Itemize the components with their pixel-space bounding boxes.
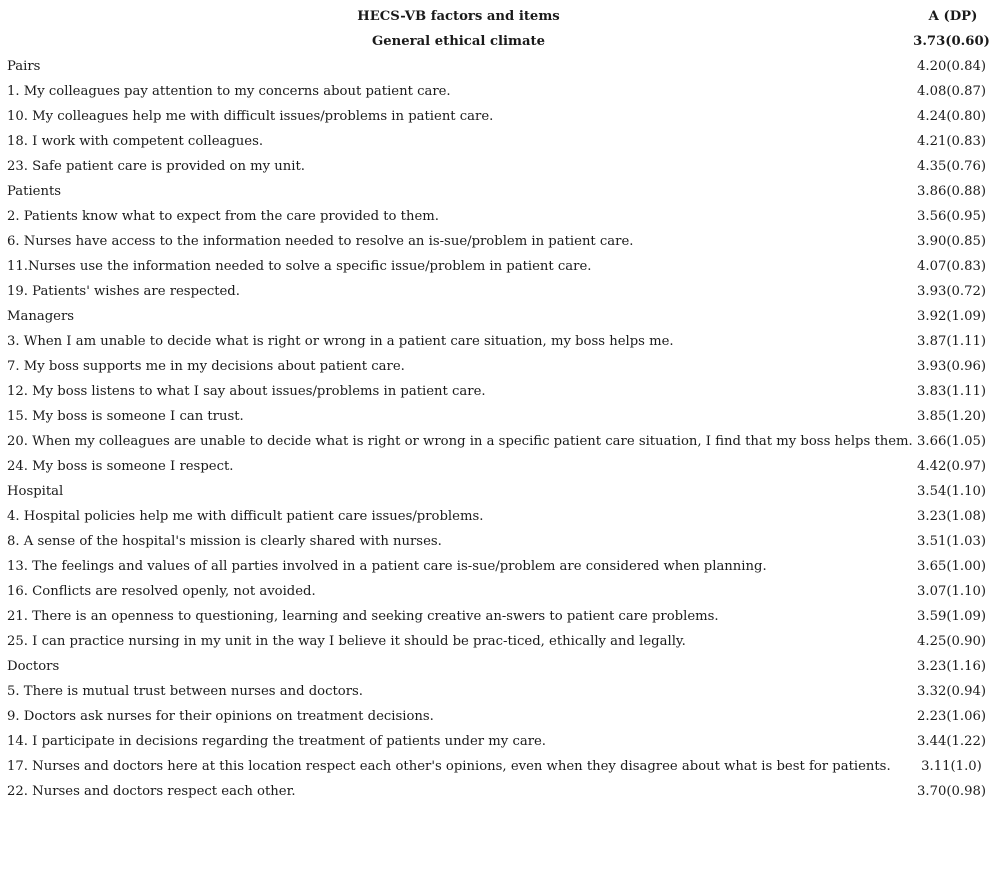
item-value: 3.66(1.05): [916, 434, 986, 449]
item-label: Managers: [7, 309, 75, 324]
general-climate-value: 3.73(0.60): [913, 34, 990, 49]
item-value: 3.86(0.88): [916, 184, 986, 199]
item-label: 19. Patients' wishes are respected.: [7, 284, 240, 299]
item-value: 4.21(0.83): [916, 134, 986, 149]
header-score: A (DP): [928, 9, 978, 24]
item-value: 3.65(1.00): [916, 559, 986, 574]
item-label: 1. My colleagues pay attention to my concerns about patient care.: [7, 84, 451, 99]
item-value: 3.90(0.85): [916, 234, 986, 249]
table-row: [4, 454, 993, 479]
item-label: 6. Nurses have access to the information needed to resolve an is-sue/problem in patient care.: [7, 234, 634, 249]
item-value: 2.23(1.06): [916, 709, 986, 724]
item-value: 3.11(1.0): [921, 759, 982, 774]
item-value: 3.54(1.10): [916, 484, 986, 499]
item-label: 24. My boss is someone I respect.: [7, 459, 234, 474]
item-value: 3.83(1.11): [916, 384, 986, 399]
table-row: [4, 104, 993, 129]
table-row: [4, 179, 993, 204]
item-label: 25. I can practice nursing in my unit in the way I believe it should be prac-ticed, ethically and legally.: [7, 634, 686, 649]
item-value: 4.25(0.90): [916, 634, 986, 649]
item-label: 15. My boss is someone I can trust.: [7, 409, 244, 424]
item-label: 7. My boss supports me in my decisions about patient care.: [7, 359, 405, 374]
item-value: 4.42(0.97): [916, 459, 986, 474]
item-label: 8. A sense of the hospital's mission is clearly shared with nurses.: [7, 534, 442, 549]
item-label: 9. Doctors ask nurses for their opinions on treatment decisions.: [7, 709, 434, 724]
item-label: Hospital: [7, 484, 64, 499]
item-value: 3.23(1.08): [916, 509, 986, 524]
general-climate-label: General ethical climate: [371, 34, 545, 49]
table-row: [4, 779, 993, 804]
item-value: 3.93(0.96): [916, 359, 986, 374]
table-row: [4, 604, 993, 629]
item-label: 20. When my colleagues are unable to decide what is right or wrong in a specific patient care situation, I find that my boss helps them.: [7, 434, 913, 449]
table-row: [4, 529, 993, 554]
table-row: [4, 329, 993, 354]
table-row: [4, 754, 993, 779]
item-label: 21. There is an openness to questioning, learning and seeking creative an-swers to patient care problems.: [7, 609, 719, 624]
item-value: 4.24(0.80): [916, 109, 986, 124]
item-label: 2. Patients know what to expect from the care provided to them.: [7, 209, 439, 224]
table-row: [4, 729, 993, 754]
hecs-vb-table: [4, 4, 993, 804]
table-row: [4, 479, 993, 504]
table-row: [4, 579, 993, 604]
item-value: 3.87(1.11): [916, 334, 986, 349]
item-label: 11.Nurses use the information needed to solve a specific issue/problem in patient care.: [7, 259, 592, 274]
item-label: 14. I participate in decisions regarding the treatment of patients under my care.: [7, 734, 546, 749]
table-row: [4, 379, 993, 404]
table-row: [4, 404, 993, 429]
table-row: [4, 279, 993, 304]
item-value: 3.93(0.72): [916, 284, 986, 299]
item-label: 4. Hospital policies help me with difficult patient care issues/problems.: [7, 509, 484, 524]
table-row: [4, 254, 993, 279]
item-label: 12. My boss listens to what I say about issues/problems in patient care.: [7, 384, 486, 399]
general-climate-row: [4, 29, 993, 54]
item-value: 3.85(1.20): [916, 409, 986, 424]
table-row: [4, 654, 993, 679]
table-row: [4, 304, 993, 329]
table-row: [4, 79, 993, 104]
item-value: 3.70(0.98): [916, 784, 986, 799]
item-value: 4.20(0.84): [916, 59, 986, 74]
item-label: 10. My colleagues help me with difficult issues/problems in patient care.: [7, 109, 494, 124]
item-label: 22. Nurses and doctors respect each other.: [7, 784, 296, 799]
table-row: [4, 429, 993, 454]
item-label: 18. I work with competent colleagues.: [7, 134, 264, 149]
item-value: 3.44(1.22): [916, 734, 986, 749]
item-label: 3. When I am unable to decide what is right or wrong in a patient care situation, my boss helps me.: [7, 334, 674, 349]
item-label: Doctors: [7, 659, 60, 674]
item-label: Pairs: [7, 59, 41, 74]
item-label: 23. Safe patient care is provided on my unit.: [7, 159, 305, 174]
item-label: 13. The feelings and values of all parties involved in a patient care is-sue/problem are considered when planning.: [7, 559, 767, 574]
table-row: [4, 204, 993, 229]
item-value: 3.92(1.09): [916, 309, 986, 324]
item-value: 3.07(1.10): [916, 584, 986, 599]
item-value: 3.32(0.94): [916, 684, 986, 699]
item-value: 3.59(1.09): [916, 609, 986, 624]
table-row: [4, 129, 993, 154]
item-label: 17. Nurses and doctors here at this location respect each other's opinions, even when they disagree about what is best for patients.: [7, 759, 891, 774]
table-row: [4, 704, 993, 729]
header-row: [4, 4, 993, 29]
table-row: [4, 554, 993, 579]
item-label: Patients: [7, 184, 62, 199]
item-value: 4.08(0.87): [916, 84, 986, 99]
table-row: [4, 229, 993, 254]
table-row: [4, 354, 993, 379]
table-row: [4, 154, 993, 179]
table-row: [4, 504, 993, 529]
item-label: 16. Conflicts are resolved openly, not avoided.: [7, 584, 316, 599]
item-value: 4.35(0.76): [916, 159, 986, 174]
table-row: [4, 679, 993, 704]
item-label: 5. There is mutual trust between nurses and doctors.: [7, 684, 363, 699]
item-value: 4.07(0.83): [916, 259, 986, 274]
item-value: 3.51(1.03): [916, 534, 986, 549]
table-row: [4, 54, 993, 79]
item-value: 3.56(0.95): [916, 209, 986, 224]
header-factors: HECS-VB factors and items: [357, 9, 560, 24]
item-value: 3.23(1.16): [916, 659, 986, 674]
table-row: [4, 629, 993, 654]
